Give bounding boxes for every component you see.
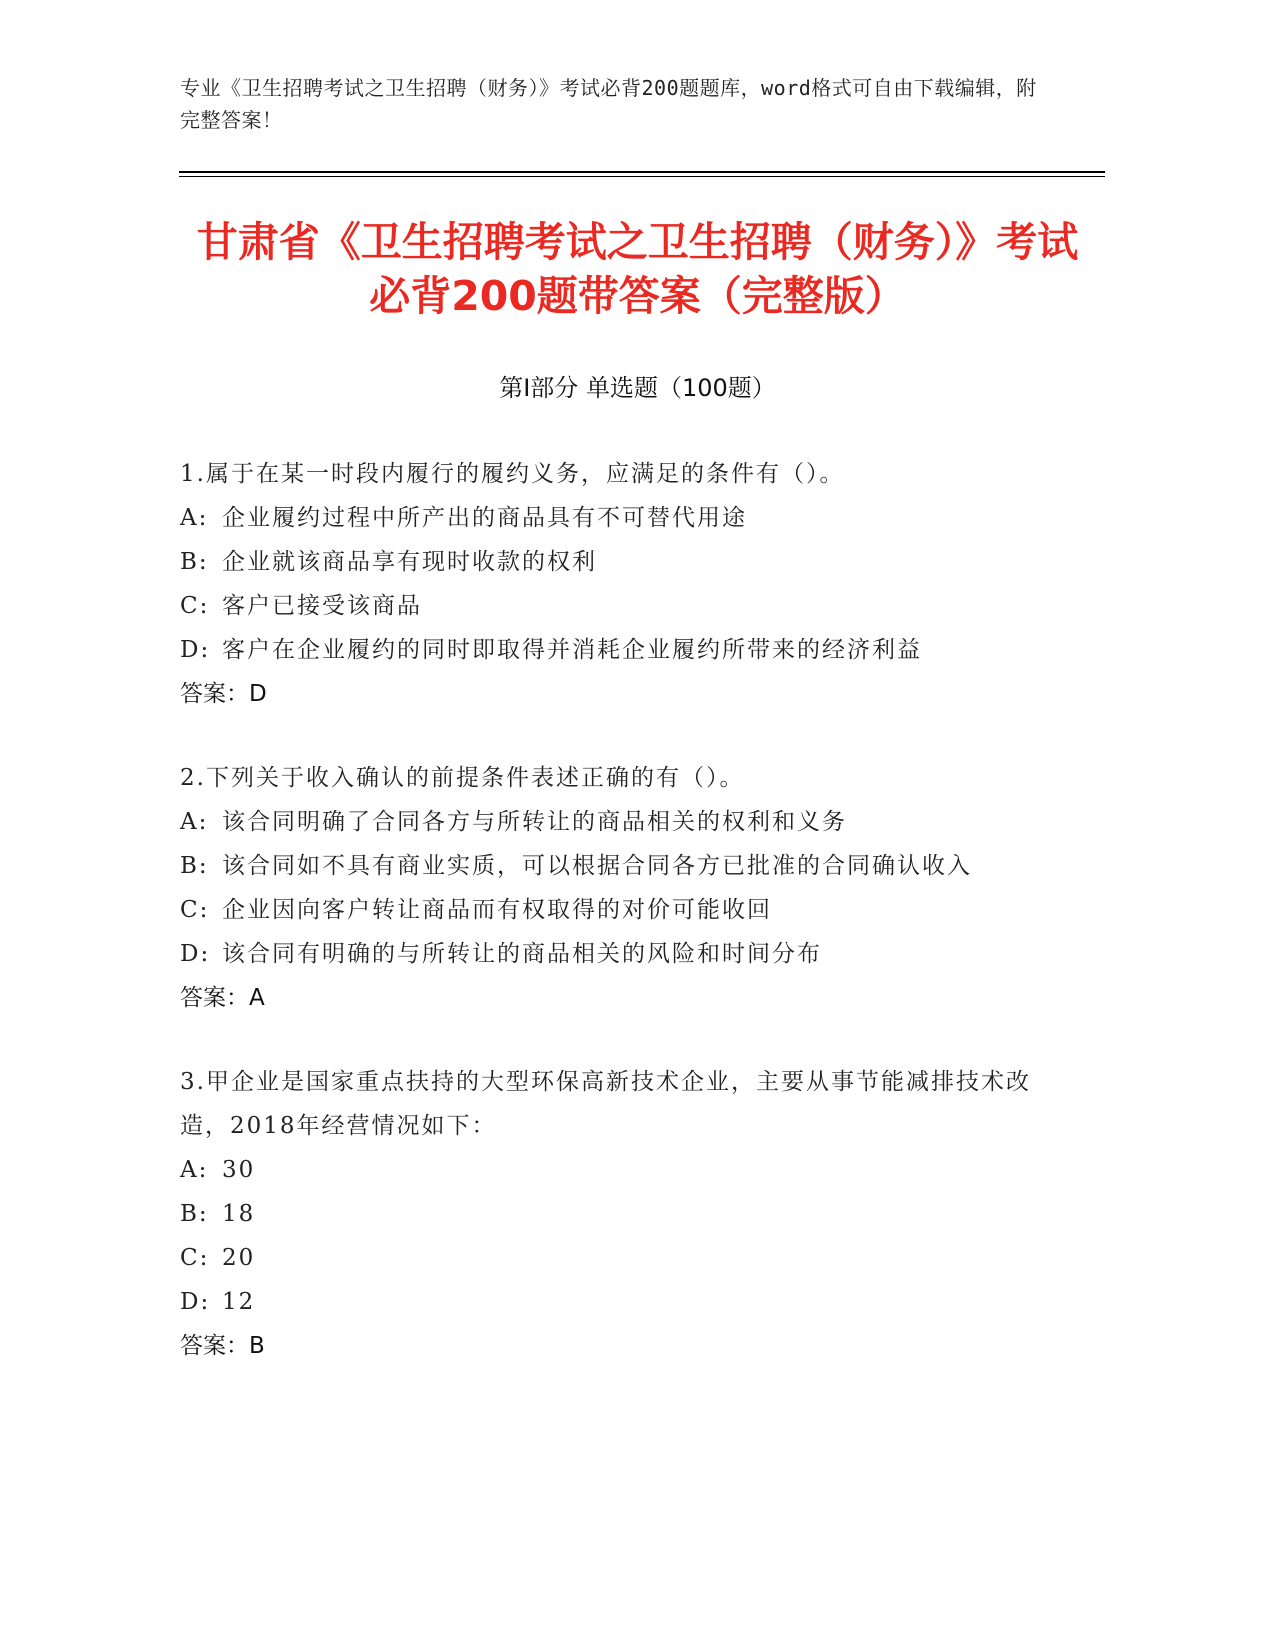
intro-text: 专业《卫生招聘考试之卫生招聘（财务）》考试必背200题题库，word格式可自由下载编辑，附完整答案！	[180, 76, 1037, 132]
option-key: C:	[180, 593, 210, 619]
option-a	[180, 496, 1040, 540]
option-text: 企业履约过程中所产出的商品具有不可替代用途	[222, 505, 747, 531]
option-key: C:	[180, 897, 210, 923]
option-text: 20	[222, 1245, 256, 1271]
option-key: A:	[180, 505, 209, 531]
section-heading: 第Ⅰ部分 单选题（100题）	[499, 374, 776, 402]
question-stem: 2.下列关于收入确认的前提条件表述正确的有（）。	[180, 765, 745, 791]
option-b	[180, 540, 1040, 584]
option-c	[180, 888, 1040, 932]
option-text: 客户已接受该商品	[222, 593, 422, 619]
answer-line: 答案：D	[180, 681, 267, 707]
question-3	[180, 1060, 1040, 1368]
option-key: A:	[180, 809, 209, 835]
option-c	[180, 584, 1040, 628]
option-d	[180, 628, 1040, 672]
option-text: 客户在企业履约的同时即取得并消耗企业履约所带来的经济利益	[222, 637, 922, 663]
answer-line: 答案：A	[180, 985, 265, 1011]
option-key: C:	[180, 1245, 210, 1271]
option-text: 该合同明确了合同各方与所转让的商品相关的权利和义务	[222, 809, 847, 835]
question-1	[180, 452, 1040, 716]
option-b	[180, 1192, 1040, 1236]
option-text: 企业就该商品享有现时收款的权利	[222, 549, 597, 575]
option-key: B:	[180, 549, 209, 575]
header-rule-thin	[179, 176, 1105, 177]
option-key: D:	[180, 1289, 211, 1315]
option-text: 企业因向客户转让商品而有权取得的对价可能收回	[222, 897, 772, 923]
document-title: 甘肃省《卫生招聘考试之卫生招聘（财务）》考试必背200题带答案（完整版）	[196, 218, 1079, 320]
option-text: 该合同如不具有商业实质，可以根据合同各方已批准的合同确认收入	[222, 853, 972, 879]
option-b	[180, 844, 1040, 888]
option-a	[180, 800, 1040, 844]
option-key: B:	[180, 853, 209, 879]
question-stem: 1.属于在某一时段内履行的履约义务，应满足的条件有（）。	[180, 461, 845, 487]
option-text: 30	[222, 1157, 256, 1183]
option-d	[180, 932, 1040, 976]
question-2	[180, 756, 1040, 1020]
option-text: 该合同有明确的与所转让的商品相关的风险和时间分布	[222, 941, 822, 967]
option-text: 12	[222, 1289, 256, 1315]
option-a	[180, 1148, 1040, 1192]
header-rule-thick	[179, 171, 1105, 173]
answer-line: 答案：B	[180, 1333, 265, 1359]
option-key: D:	[180, 637, 211, 663]
option-key: B:	[180, 1201, 209, 1227]
question-stem: 3.甲企业是国家重点扶持的大型环保高新技术企业，主要从事节能减排技术改造，2018年经营情况如下：	[180, 1069, 1031, 1139]
option-c	[180, 1236, 1040, 1280]
option-text: 18	[222, 1201, 256, 1227]
option-key: A:	[180, 1157, 209, 1183]
option-key: D:	[180, 941, 211, 967]
question-list	[180, 452, 1040, 1408]
option-d	[180, 1280, 1040, 1324]
